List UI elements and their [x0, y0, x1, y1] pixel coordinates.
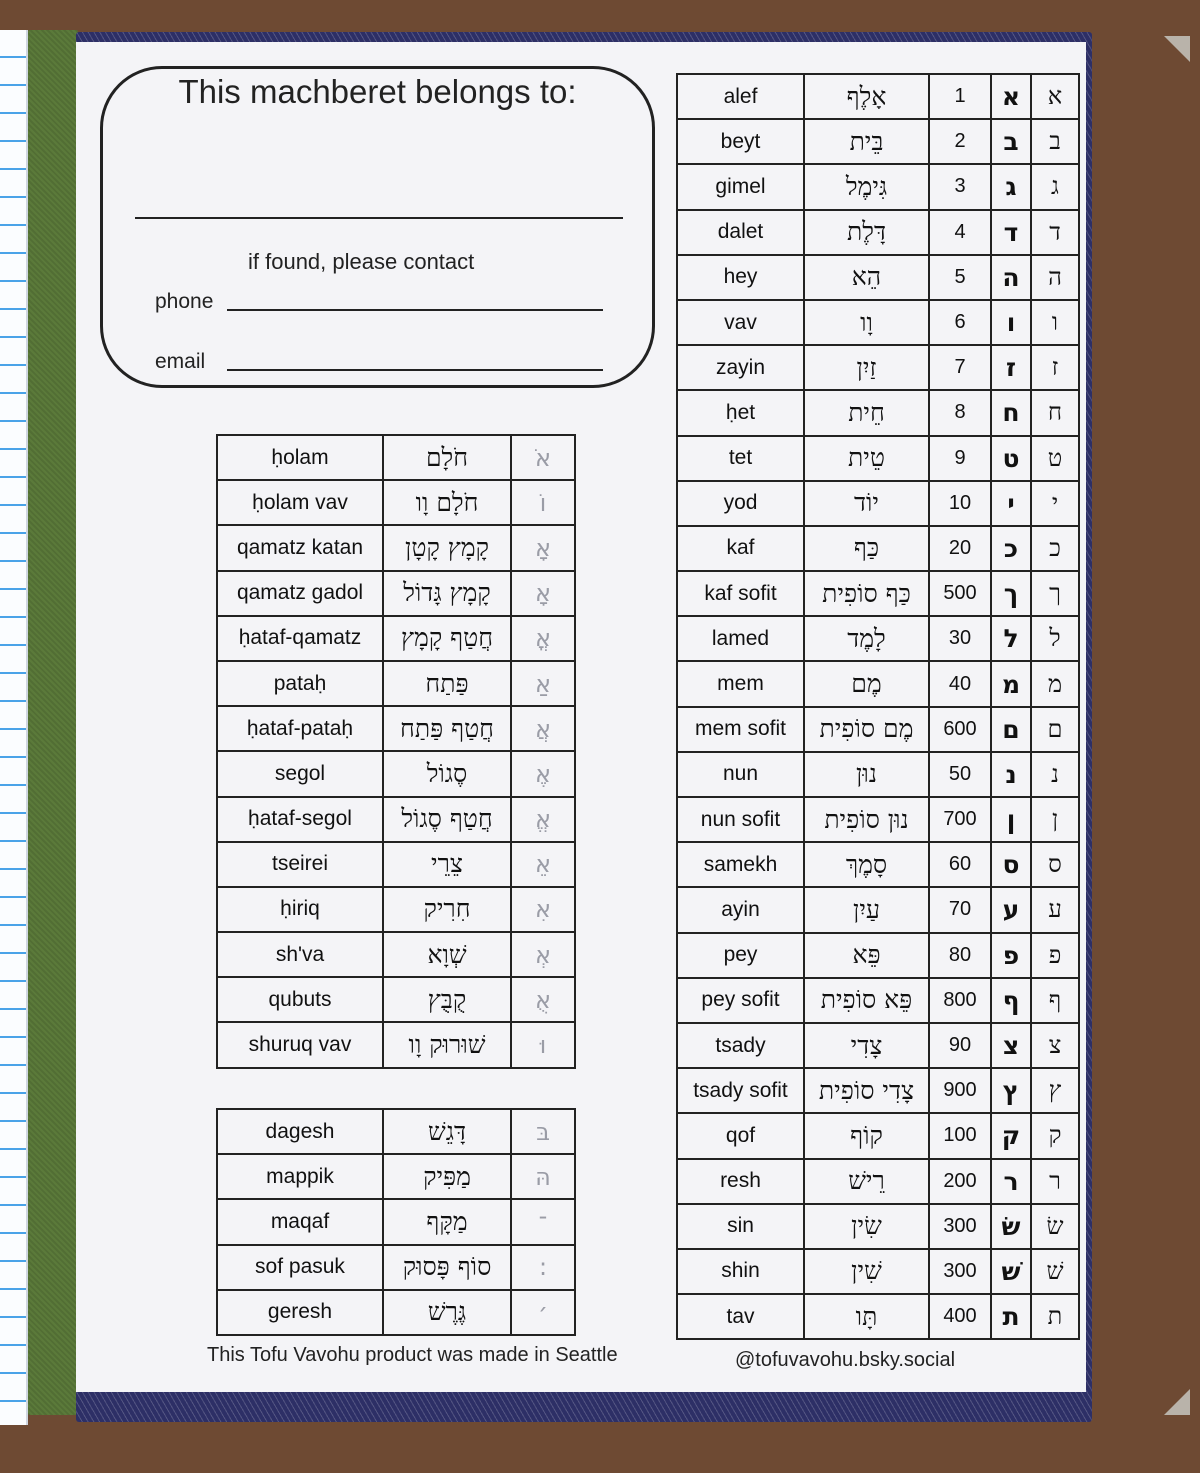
letter-print-form: פ [1031, 933, 1079, 978]
letter-script-form: ך [991, 571, 1031, 616]
vowel-mark: אֵ [511, 842, 575, 887]
letter-name: dalet [677, 210, 804, 255]
letter-name: vav [677, 300, 804, 345]
alphabet-row [677, 1113, 1079, 1158]
vowel-row [217, 1022, 575, 1067]
mark-hebrew-name: מַפִּיק [383, 1154, 511, 1199]
letter-numeric-value: 20 [929, 526, 991, 571]
letter-name: sin [677, 1204, 804, 1249]
vowel-mark: אֲ [511, 706, 575, 751]
letter-numeric-value: 30 [929, 616, 991, 661]
letter-script-form: שׁ [991, 1249, 1031, 1294]
letter-print-form: ח [1031, 390, 1079, 435]
letter-script-form: ע [991, 887, 1031, 932]
letter-print-form: ו [1031, 300, 1079, 345]
letter-hebrew-name: מֶם סוֹפִית [804, 707, 929, 752]
letter-hebrew-name: רֵישׁ [804, 1159, 929, 1204]
letter-hebrew-name: חֵית [804, 390, 929, 435]
letter-name: kaf sofit [677, 571, 804, 616]
vowel-name: qamatz katan [217, 525, 383, 570]
letter-script-form: כ [991, 526, 1031, 571]
letter-hebrew-name: תָּו [804, 1294, 929, 1339]
letter-print-form: ת [1031, 1294, 1079, 1339]
mark-row [217, 1154, 575, 1199]
alphabet-row [677, 481, 1079, 526]
letter-name: samekh [677, 842, 804, 887]
letter-name: mem sofit [677, 707, 804, 752]
owner-info-box [100, 66, 655, 388]
letter-print-form: ר [1031, 1159, 1079, 1204]
alphabet-row [677, 978, 1079, 1023]
letter-hebrew-name: צָדִי [804, 1023, 929, 1068]
letter-name: pey [677, 933, 804, 978]
alphabet-row [677, 616, 1079, 661]
letter-hebrew-name: כַּף סוֹפִית [804, 571, 929, 616]
letter-numeric-value: 5 [929, 255, 991, 300]
alphabet-row [677, 1294, 1079, 1339]
letter-print-form: ץ [1031, 1068, 1079, 1113]
alphabet-row [677, 1204, 1079, 1249]
vowel-hebrew-name: חֲטַף קָמָץ [383, 616, 511, 661]
alphabet-row [677, 255, 1079, 300]
letter-name: ḥet [677, 390, 804, 435]
letter-numeric-value: 900 [929, 1068, 991, 1113]
letter-print-form: ע [1031, 887, 1079, 932]
letter-hebrew-name: שִׁין [804, 1249, 929, 1294]
alphabet-row [677, 119, 1079, 164]
mark-name: geresh [217, 1290, 383, 1335]
letter-script-form: ז [991, 345, 1031, 390]
owner-name-line [135, 217, 623, 219]
letter-hebrew-name: אָלֶף [804, 74, 929, 119]
notebook-lined-page [0, 30, 28, 1425]
letter-numeric-value: 2 [929, 119, 991, 164]
vowel-mark: אָ [511, 525, 575, 570]
letter-print-form: שׁ [1031, 1249, 1079, 1294]
letter-hebrew-name: וָו [804, 300, 929, 345]
letter-print-form: ם [1031, 707, 1079, 752]
mark-hebrew-name: סוֹף פָּסוּק [383, 1245, 511, 1290]
letter-hebrew-name: צָדִי סוֹפִית [804, 1068, 929, 1113]
letter-print-form: ז [1031, 345, 1079, 390]
letter-script-form: ן [991, 797, 1031, 842]
vowel-row [217, 525, 575, 570]
alphabet-row [677, 933, 1079, 978]
letter-hebrew-name: נוּן [804, 752, 929, 797]
alphabet-row [677, 661, 1079, 706]
vowel-name: qubuts [217, 977, 383, 1022]
letter-script-form: ר [991, 1159, 1031, 1204]
letter-numeric-value: 8 [929, 390, 991, 435]
letter-print-form: נ [1031, 752, 1079, 797]
vowel-mark: אָ [511, 571, 575, 616]
letter-name: zayin [677, 345, 804, 390]
letter-name: qof [677, 1113, 804, 1158]
letter-name: ayin [677, 887, 804, 932]
letter-script-form: ה [991, 255, 1031, 300]
letter-name: resh [677, 1159, 804, 1204]
vowel-hebrew-name: חֹלָם וָו [383, 480, 511, 525]
letter-numeric-value: 300 [929, 1249, 991, 1294]
vowel-name: ḥolam [217, 435, 383, 480]
mark-symbol: ־ [511, 1199, 575, 1244]
alphabet-row [677, 526, 1079, 571]
vowel-row [217, 751, 575, 796]
letter-script-form: שׂ [991, 1204, 1031, 1249]
letter-hebrew-name: סָמֶךְ [804, 842, 929, 887]
letter-script-form: ג [991, 164, 1031, 209]
alphabet-row [677, 390, 1079, 435]
letter-numeric-value: 100 [929, 1113, 991, 1158]
letter-numeric-value: 600 [929, 707, 991, 752]
letter-hebrew-name: שִׂין [804, 1204, 929, 1249]
letter-print-form: ט [1031, 436, 1079, 481]
letter-print-form: ד [1031, 210, 1079, 255]
letter-name: nun [677, 752, 804, 797]
letter-hebrew-name: דָּלֶת [804, 210, 929, 255]
vowel-row [217, 977, 575, 1022]
letter-name: tsady [677, 1023, 804, 1068]
letter-script-form: ד [991, 210, 1031, 255]
alphabet-row [677, 887, 1079, 932]
alphabet-row [677, 1068, 1079, 1113]
letter-hebrew-name: עַיִן [804, 887, 929, 932]
vowel-mark: אַ [511, 661, 575, 706]
alphabet-row [677, 752, 1079, 797]
letter-name: alef [677, 74, 804, 119]
alphabet-row [677, 74, 1079, 119]
letter-name: lamed [677, 616, 804, 661]
vowel-mark: אֹ [511, 435, 575, 480]
letter-print-form: צ [1031, 1023, 1079, 1068]
vowel-row [217, 932, 575, 977]
letter-numeric-value: 3 [929, 164, 991, 209]
alphabet-row [677, 571, 1079, 616]
letter-print-form: א [1031, 74, 1079, 119]
letter-script-form: ף [991, 978, 1031, 1023]
letter-script-form: ב [991, 119, 1031, 164]
letter-numeric-value: 10 [929, 481, 991, 526]
letter-print-form: ס [1031, 842, 1079, 887]
footer-social: @tofuvavohu.bsky.social [735, 1349, 956, 1371]
letter-numeric-value: 50 [929, 752, 991, 797]
mark-hebrew-name: גֶּרֶשׁ [383, 1290, 511, 1335]
letter-hebrew-name: בֵּית [804, 119, 929, 164]
letter-numeric-value: 80 [929, 933, 991, 978]
vowel-hebrew-name: קֻבֻּץ [383, 977, 511, 1022]
letter-script-form: ו [991, 300, 1031, 345]
alphabet-row [677, 1159, 1079, 1204]
vowel-mark: אֶ [511, 751, 575, 796]
alphabet-row [677, 707, 1079, 752]
alphabet-row [677, 436, 1079, 481]
letter-print-form: ל [1031, 616, 1079, 661]
vowel-mark: אֳ [511, 616, 575, 661]
owner-title: This machberet belongs to: [178, 73, 577, 110]
letter-numeric-value: 200 [929, 1159, 991, 1204]
vowel-mark: וֹ [511, 480, 575, 525]
letter-script-form: צ [991, 1023, 1031, 1068]
vowel-hebrew-name: פַּתַח [383, 661, 511, 706]
corner-protector-bottom [1164, 1389, 1190, 1415]
mark-symbol: : [511, 1245, 575, 1290]
alphabet-row [677, 1023, 1079, 1068]
letter-hebrew-name: מֶם [804, 661, 929, 706]
letter-numeric-value: 1 [929, 74, 991, 119]
vowel-mark: וּ [511, 1022, 575, 1067]
alphabet-row [677, 345, 1079, 390]
vowel-table [216, 434, 576, 1069]
vowel-hebrew-name: צֵרֵי [383, 842, 511, 887]
letter-numeric-value: 800 [929, 978, 991, 1023]
vowel-mark: אֻ [511, 977, 575, 1022]
letter-name: beyt [677, 119, 804, 164]
letter-name: hey [677, 255, 804, 300]
letter-numeric-value: 40 [929, 661, 991, 706]
mark-name: sof pasuk [217, 1245, 383, 1290]
letter-hebrew-name: כַּף [804, 526, 929, 571]
letter-hebrew-name: נוּן סוֹפִית [804, 797, 929, 842]
vowel-hebrew-name: סֶגוֹל [383, 751, 511, 796]
letter-script-form: ס [991, 842, 1031, 887]
letter-name: shin [677, 1249, 804, 1294]
letter-name: mem [677, 661, 804, 706]
mark-row [217, 1245, 575, 1290]
vowel-name: ḥataf-segol [217, 797, 383, 842]
vowel-name: ḥataf-qamatz [217, 616, 383, 661]
letter-print-form: ג [1031, 164, 1079, 209]
vowel-name: ḥiriq [217, 887, 383, 932]
vowel-mark: אִ [511, 887, 575, 932]
letter-hebrew-name: פֵּא [804, 933, 929, 978]
contact-text: if found, please contact [248, 249, 475, 274]
vowel-row [217, 842, 575, 887]
letter-name: nun sofit [677, 797, 804, 842]
letter-numeric-value: 700 [929, 797, 991, 842]
letter-script-form: מ [991, 661, 1031, 706]
letter-print-form: ך [1031, 571, 1079, 616]
mark-symbol: הּ [511, 1154, 575, 1199]
vowel-row [217, 797, 575, 842]
footer-made-in: This Tofu Vavohu product was made in Seattle [207, 1344, 618, 1366]
alphabet-row [677, 842, 1079, 887]
letter-script-form: א [991, 74, 1031, 119]
vowel-row [217, 435, 575, 480]
vowel-name: sh'va [217, 932, 383, 977]
letter-script-form: י [991, 481, 1031, 526]
letter-script-form: ק [991, 1113, 1031, 1158]
letter-script-form: ח [991, 390, 1031, 435]
letter-print-form: ה [1031, 255, 1079, 300]
letter-numeric-value: 9 [929, 436, 991, 481]
letter-numeric-value: 90 [929, 1023, 991, 1068]
vowel-name: segol [217, 751, 383, 796]
letter-script-form: ט [991, 436, 1031, 481]
vowel-name: shuruq vav [217, 1022, 383, 1067]
letter-print-form: ב [1031, 119, 1079, 164]
letter-script-form: ל [991, 616, 1031, 661]
vowel-row [217, 616, 575, 661]
letter-script-form: ת [991, 1294, 1031, 1339]
vowel-mark: אֱ [511, 797, 575, 842]
mark-name: mappik [217, 1154, 383, 1199]
alphabet-row [677, 164, 1079, 209]
vowel-hebrew-name: חֲטַף סֶגוֹל [383, 797, 511, 842]
letter-numeric-value: 4 [929, 210, 991, 255]
letter-name: gimel [677, 164, 804, 209]
letter-name: kaf [677, 526, 804, 571]
vowel-hebrew-name: קָמָץ גָּדוֹל [383, 571, 511, 616]
mark-name: dagesh [217, 1109, 383, 1154]
letter-name: pey sofit [677, 978, 804, 1023]
letter-numeric-value: 6 [929, 300, 991, 345]
letter-print-form: ף [1031, 978, 1079, 1023]
letter-script-form: ם [991, 707, 1031, 752]
letter-script-form: פ [991, 933, 1031, 978]
alphabet-row [677, 300, 1079, 345]
letter-name: yod [677, 481, 804, 526]
corner-protector-top [1164, 36, 1190, 62]
vowel-name: pataḥ [217, 661, 383, 706]
vowel-name: ḥolam vav [217, 480, 383, 525]
letter-print-form: מ [1031, 661, 1079, 706]
vowel-row [217, 661, 575, 706]
vowel-name: tseirei [217, 842, 383, 887]
mark-symbol: בּ [511, 1109, 575, 1154]
phone-label: phone [155, 290, 214, 313]
letter-numeric-value: 500 [929, 571, 991, 616]
alphabet-row [677, 797, 1079, 842]
alphabet-row [677, 210, 1079, 255]
vowel-hebrew-name: שׁוּרוּק וָו [383, 1022, 511, 1067]
vowel-row [217, 887, 575, 932]
letter-hebrew-name: זַיִן [804, 345, 929, 390]
letter-print-form: שׂ [1031, 1204, 1079, 1249]
letter-numeric-value: 7 [929, 345, 991, 390]
mark-hebrew-name: דָּגֵשׁ [383, 1109, 511, 1154]
letter-hebrew-name: טֵית [804, 436, 929, 481]
letter-hebrew-name: גִּימֶל [804, 164, 929, 209]
mark-row [217, 1199, 575, 1244]
letter-print-form: י [1031, 481, 1079, 526]
letter-numeric-value: 300 [929, 1204, 991, 1249]
letter-hebrew-name: קוֹף [804, 1113, 929, 1158]
letter-name: tav [677, 1294, 804, 1339]
vowel-hebrew-name: קָמָץ קָטָן [383, 525, 511, 570]
letter-name: tsady sofit [677, 1068, 804, 1113]
alphabet-row [677, 1249, 1079, 1294]
alphabet-table [676, 73, 1080, 1340]
vowel-name: ḥataf-pataḥ [217, 706, 383, 751]
letter-numeric-value: 60 [929, 842, 991, 887]
book-spine [28, 30, 78, 1415]
email-line [227, 369, 603, 371]
vowel-hebrew-name: שְׁוָא [383, 932, 511, 977]
letter-hebrew-name: פֵּא סוֹפִית [804, 978, 929, 1023]
vowel-row [217, 571, 575, 616]
letter-hebrew-name: לָמֶד [804, 616, 929, 661]
letter-name: tet [677, 436, 804, 481]
marks-table [216, 1108, 576, 1336]
mark-hebrew-name: מַקָּף [383, 1199, 511, 1244]
letter-script-form: ץ [991, 1068, 1031, 1113]
vowel-row [217, 480, 575, 525]
letter-print-form: כ [1031, 526, 1079, 571]
letter-print-form: ן [1031, 797, 1079, 842]
phone-line [227, 309, 603, 311]
letter-hebrew-name: יוֹד [804, 481, 929, 526]
letter-numeric-value: 70 [929, 887, 991, 932]
vowel-mark: אְ [511, 932, 575, 977]
letter-script-form: נ [991, 752, 1031, 797]
vowel-row [217, 706, 575, 751]
vowel-hebrew-name: חֲטַף פַּתַח [383, 706, 511, 751]
letter-print-form: ק [1031, 1113, 1079, 1158]
mark-name: maqaf [217, 1199, 383, 1244]
vowel-hebrew-name: חֹלָם [383, 435, 511, 480]
mark-row [217, 1290, 575, 1335]
letter-numeric-value: 400 [929, 1294, 991, 1339]
mark-symbol: ׳ [511, 1290, 575, 1335]
mark-row [217, 1109, 575, 1154]
email-label: email [155, 350, 206, 373]
letter-hebrew-name: הֵא [804, 255, 929, 300]
vowel-name: qamatz gadol [217, 571, 383, 616]
vowel-hebrew-name: חִרִיק [383, 887, 511, 932]
